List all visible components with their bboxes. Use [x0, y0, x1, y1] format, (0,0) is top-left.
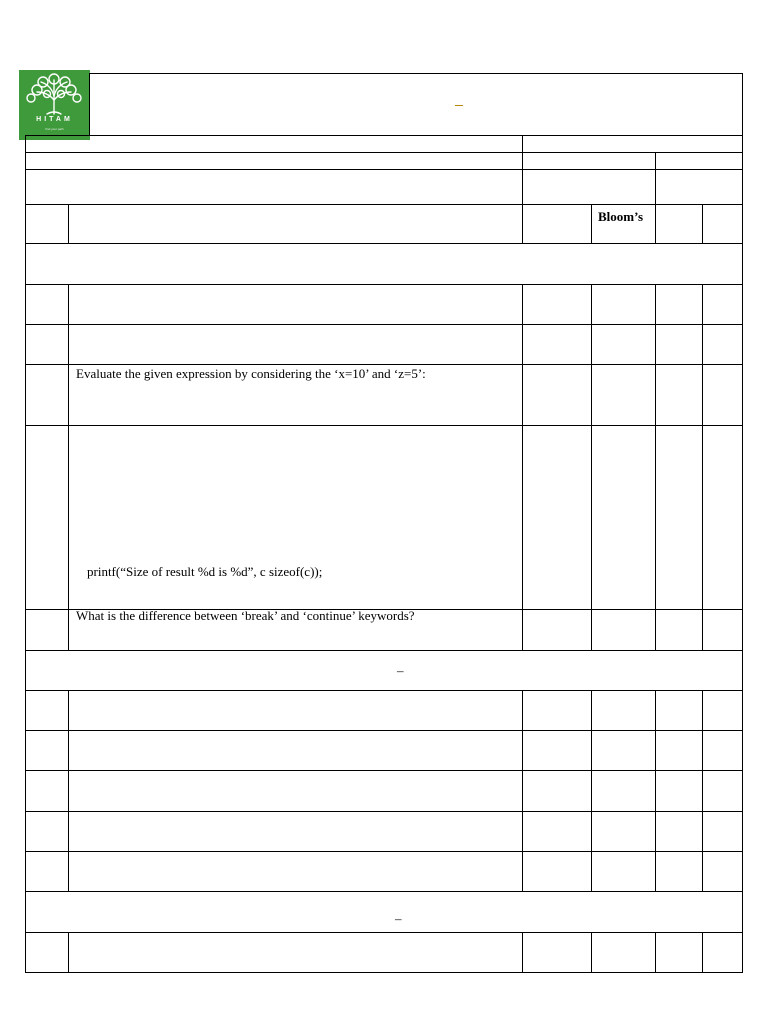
col-line-blooms	[655, 690, 656, 891]
row-line	[25, 135, 743, 136]
col-line-marks	[591, 284, 592, 650]
logo-text: HITAM	[36, 116, 73, 123]
row-line	[25, 770, 743, 771]
col-line-sno	[68, 204, 69, 244]
border-bottom	[25, 972, 743, 973]
col-line	[655, 152, 656, 204]
col-line-blooms	[655, 204, 656, 244]
row-line	[25, 169, 743, 170]
row-line	[25, 364, 743, 365]
row-line	[25, 243, 743, 244]
row-line	[25, 891, 743, 892]
border-top	[89, 73, 743, 74]
row-line	[25, 932, 743, 933]
part-c-heading-dash: –	[395, 911, 402, 926]
col-line	[522, 135, 523, 204]
row-line	[25, 204, 743, 205]
col-line-q	[522, 284, 523, 650]
col-line-blooms	[655, 284, 656, 650]
question-4-code: printf(“Size of result %d is %d”, c sizeof(c));	[87, 564, 323, 579]
col-line-marks	[591, 932, 592, 972]
row-line	[25, 324, 743, 325]
logo-tagline: find your path	[45, 127, 64, 131]
part-b-heading-dash: –	[397, 663, 404, 678]
border-right	[742, 73, 743, 973]
row-line	[25, 425, 743, 426]
row-line	[25, 851, 743, 852]
col-line-sno	[68, 932, 69, 972]
border-left	[25, 135, 26, 973]
question-5-text: What is the difference between ‘break’ and ‘continue’ keywords?	[76, 608, 415, 623]
blooms-header: Bloom’s	[598, 209, 644, 224]
row-line	[25, 811, 743, 812]
col-line-sno	[68, 284, 69, 650]
col-line-marks	[591, 204, 592, 244]
col-line-co	[702, 690, 703, 891]
tree-icon	[19, 70, 90, 120]
col-line-co	[702, 932, 703, 972]
col-line-q	[522, 204, 523, 244]
border-left-header	[89, 73, 90, 136]
row-line	[25, 650, 743, 651]
question-3-text: Evaluate the given expression by considering the ‘x=10’ and ‘z=5’:	[76, 366, 426, 381]
row-line	[25, 152, 743, 153]
col-line-q	[522, 690, 523, 891]
col-line-q	[522, 932, 523, 972]
header-title-dash	[455, 105, 463, 106]
row-line	[25, 284, 743, 285]
row-line	[25, 690, 743, 691]
col-line-co	[702, 284, 703, 650]
col-line-blooms	[655, 932, 656, 972]
row-line	[25, 730, 743, 731]
col-line-sno	[68, 690, 69, 891]
col-line-marks	[591, 690, 592, 891]
col-line-co	[702, 204, 703, 244]
institution-logo	[19, 70, 90, 140]
